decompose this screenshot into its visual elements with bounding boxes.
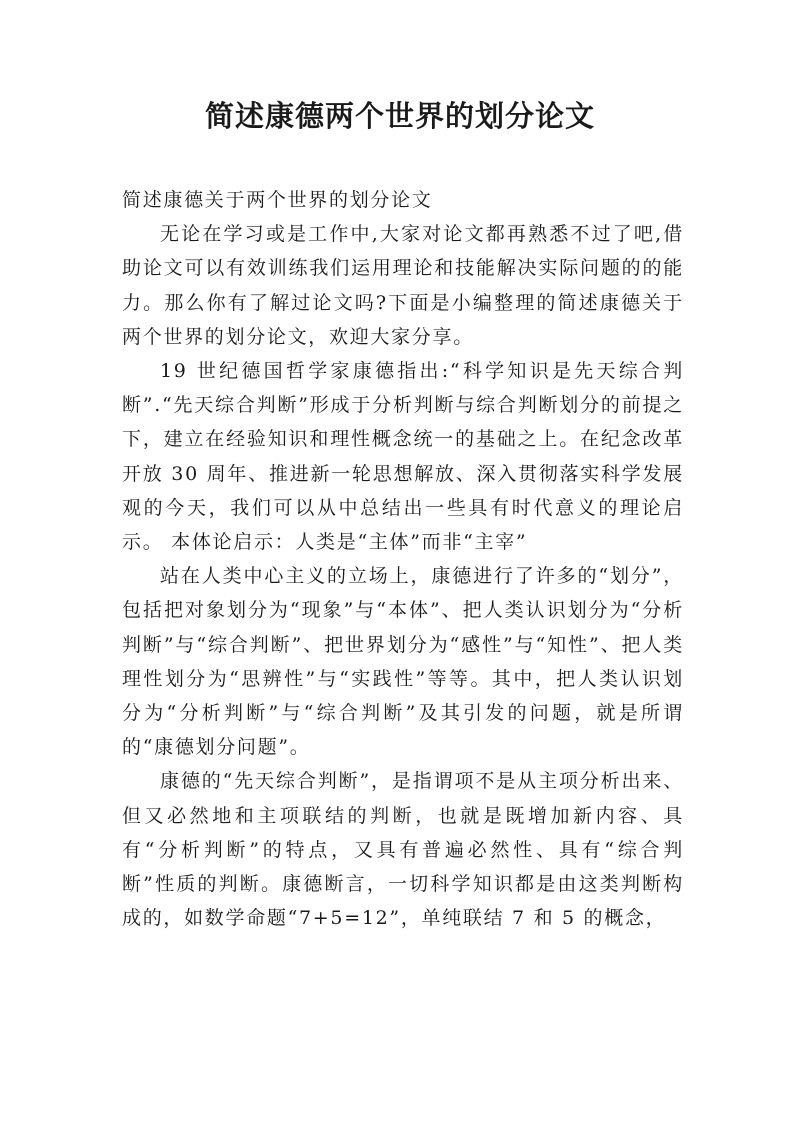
document-body	[122, 183, 684, 935]
paragraph-kant-claim: 19 世纪德国哲学家康德指出:“科学知识是先天综合判断”.“先天综合判断”形成于分析判断与综合判断划分的前提之下，建立在经验知识和理性概念统一的基础之上。在纪念改革开放 30 周年、推进新一轮思想解放、深入贯彻落实科学发展观的今天，我们可以从中总结出一些具有时代意义的理论启示。 本体论启示：人类是“主体”而非“主宰”	[122, 360, 684, 554]
document-subtitle: 简述康德关于两个世界的划分论文	[122, 189, 433, 211]
paragraph-intro: 无论在学习或是工作中,大家对论文都再熟悉不过了吧,借助论文可以有效训练我们运用理论和技能解决实际问题的的能力。那么你有了解过论文吗?下面是小编整理的简述康德关于两个世界的划分论文，欢迎大家分享。	[122, 223, 684, 348]
paragraph-divisions: 站在人类中心主义的立场上，康德进行了许多的“划分”，包括把对象划分为“现象”与“本体”、把人类认识划分为“分析判断”与“综合判断”、把世界划分为“感性”与“知性”、把人类理性划分为“思辨性”与“实践性”等等。其中，把人类认识划分为“分析判断”与“综合判断”及其引发的问题，就是所谓的“康德划分问题”。	[122, 565, 684, 759]
paragraph-synthetic-a-priori: 康德的“先天综合判断”，是指谓项不是从主项分析出来、但又必然地和主项联结的判断，也就是既增加新内容、具有“分析判断”的特点，又具有普遍必然性、具有“综合判断”性质的判断。康德断言，一切科学知识都是由这类判断构成的，如数学命题“7+5=12”，单纯联结 7 和 5 的概念，	[122, 770, 684, 930]
document-title: 简述康德两个世界的划分论文	[204, 99, 595, 133]
